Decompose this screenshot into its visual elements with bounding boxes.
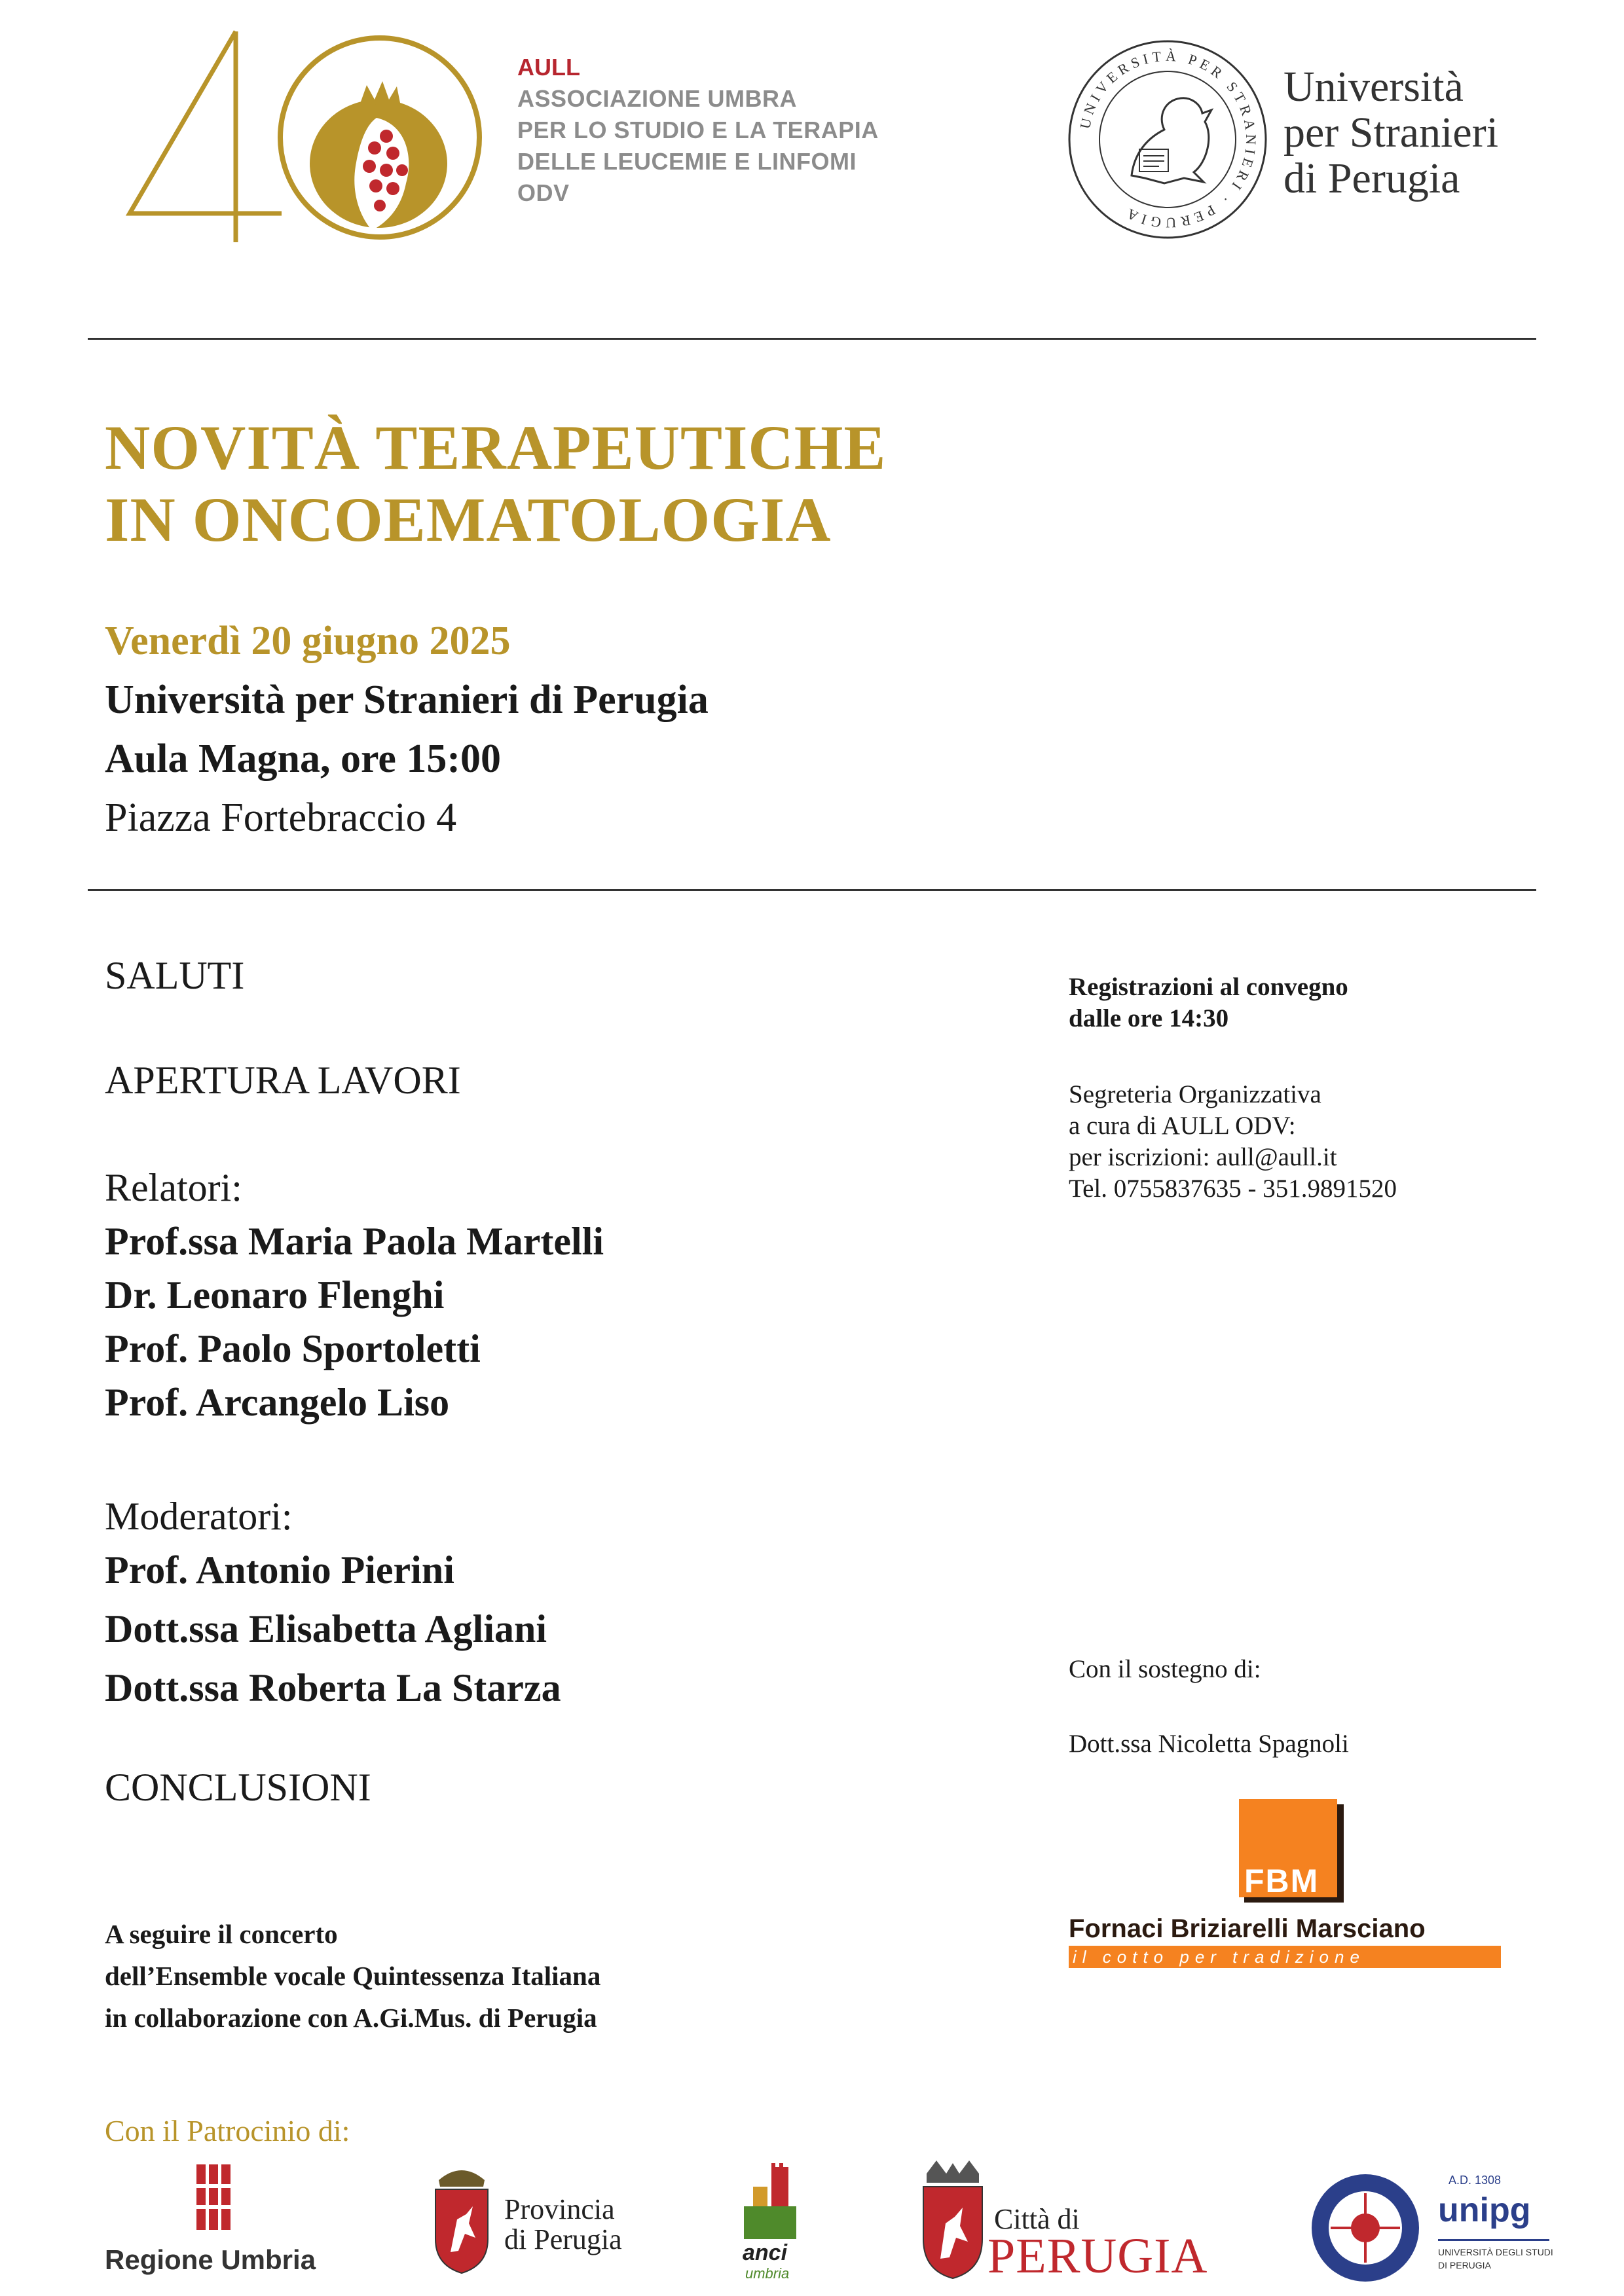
aull-line-1: ASSOCIAZIONE UMBRA bbox=[517, 85, 798, 112]
seal-text: UNIVERSITÀ PER STRANIERI · PERUGIA bbox=[1076, 47, 1260, 232]
griffin-seal-icon bbox=[1066, 38, 1269, 241]
anci-mark: anci bbox=[743, 2240, 788, 2265]
moderatore-item: Dott.ssa Roberta La Starza bbox=[105, 1666, 561, 1709]
university-name-line-2: per Stranieri bbox=[1283, 109, 1499, 156]
moderatore-item: Dott.ssa Elisabetta Agliani bbox=[105, 1607, 547, 1650]
patronage-label: Con il Patrocinio di: bbox=[105, 2114, 350, 2147]
event-date: Venerdì 20 giugno 2025 bbox=[105, 619, 511, 663]
event-title-line-2: IN ONCOEMATOLOGIA bbox=[105, 484, 832, 555]
unipg-year: A.D. 1308 bbox=[1449, 2174, 1502, 2187]
provincia-line-1: Provincia bbox=[504, 2193, 615, 2225]
regione-umbria-logo bbox=[105, 2164, 327, 2282]
provincia-perugia-logo bbox=[426, 2160, 661, 2278]
event-divider bbox=[88, 889, 1536, 891]
fbm-mark: FBM bbox=[1244, 1863, 1320, 1899]
aull-line-2: PER LO STUDIO E LA TERAPIA bbox=[517, 117, 879, 143]
ordine-seal-icon bbox=[1310, 2172, 1421, 2284]
svg-text:UNIVERSITÀ PER STRANIERI · PER bbox=[1077, 48, 1259, 232]
moderatore-item: Prof. Antonio Pierini bbox=[105, 1548, 454, 1592]
event-title-line-1: NOVITÀ TERAPEUTICHE bbox=[105, 412, 887, 483]
regione-umbria-name: Regione Umbria bbox=[105, 2244, 316, 2275]
relatore-item: Dr. Leonaro Flenghi bbox=[105, 1273, 445, 1317]
secretariat-phone[interactable]: Tel. 0755837635 - 351.9891520 bbox=[1069, 1175, 1397, 1203]
secretariat-line-1: Segreteria Organizzativa bbox=[1069, 1080, 1321, 1108]
concert-line-3: in collaborazione con A.Gi.Mus. di Perugia bbox=[105, 2003, 597, 2033]
relatore-item: Prof.ssa Maria Paola Martelli bbox=[105, 1220, 604, 1263]
unipg-sub-2: DI PERUGIA bbox=[1438, 2260, 1491, 2270]
supporter-name: Dott.ssa Nicoletta Spagnoli bbox=[1069, 1730, 1349, 1758]
citta-line-2: PERUGIA bbox=[987, 2229, 1208, 2284]
university-name-line-3: di Perugia bbox=[1283, 155, 1460, 202]
university-name-line-1: Università bbox=[1283, 63, 1464, 111]
fbm-logo bbox=[1069, 1799, 1501, 1972]
event-venue: Università per Stranieri di Perugia bbox=[105, 678, 709, 722]
anci-umbria-logo bbox=[740, 2160, 819, 2285]
anci-towers-icon bbox=[740, 2160, 805, 2246]
fbm-company-name: Fornaci Briziarelli Marsciano bbox=[1069, 1914, 1426, 1943]
aull-acronym: AULL bbox=[517, 54, 580, 81]
support-label: Con il sostegno di: bbox=[1069, 1655, 1261, 1683]
moderatori-label: Moderatori: bbox=[105, 1495, 293, 1538]
unipg-name: unipg bbox=[1438, 2191, 1531, 2229]
relatore-item: Prof. Arcangelo Liso bbox=[105, 1381, 450, 1424]
unipg-sub-1: UNIVERSITÀ DEGLI STUDI bbox=[1438, 2247, 1553, 2257]
regione-emblem-icon bbox=[196, 2164, 231, 2230]
unipg-logo bbox=[1438, 2174, 1556, 2285]
secretariat-line-2: a cura di AULL ODV: bbox=[1069, 1112, 1296, 1140]
event-hall-time: Aula Magna, ore 15:00 bbox=[105, 737, 502, 781]
event-address: Piazza Fortebraccio 4 bbox=[105, 795, 457, 840]
aull-40-emblem-icon bbox=[118, 20, 511, 255]
fbm-tagline: il cotto per tradizione bbox=[1069, 1946, 1501, 1968]
secretariat-email[interactable]: per iscrizioni: aull@aull.it bbox=[1069, 1143, 1337, 1171]
citta-perugia-logo bbox=[917, 2160, 1225, 2285]
registration-line-2: dalle ore 14:30 bbox=[1069, 1004, 1229, 1032]
ordine-medici-seal bbox=[1310, 2172, 1421, 2284]
registration-line-1: Registrazioni al convegno bbox=[1069, 973, 1348, 1001]
provincia-crest-icon bbox=[426, 2160, 498, 2276]
program-conclusioni: CONCLUSIONI bbox=[105, 1766, 371, 1809]
unipg-underline bbox=[1438, 2239, 1549, 2241]
concert-line-1: A seguire il concerto bbox=[105, 1919, 338, 1949]
header-divider bbox=[88, 338, 1536, 340]
program-apertura: APERTURA LAVORI bbox=[105, 1059, 461, 1102]
aull-line-4: ODV bbox=[517, 179, 570, 206]
relatori-label: Relatori: bbox=[105, 1166, 242, 1209]
program-saluti: SALUTI bbox=[105, 954, 245, 997]
aull-line-3: DELLE LEUCEMIE E LINFOMI bbox=[517, 148, 857, 175]
anci-region: umbria bbox=[745, 2265, 790, 2282]
relatore-item: Prof. Paolo Sportoletti bbox=[105, 1327, 481, 1370]
university-seal bbox=[1066, 38, 1269, 241]
concert-line-2: dell’Ensemble vocale Quintessenza Italiana bbox=[105, 1961, 601, 1991]
citta-line-1: Città di bbox=[994, 2203, 1080, 2235]
provincia-line-2: di Perugia bbox=[504, 2223, 622, 2256]
aull-logo bbox=[118, 20, 511, 255]
citta-crest-icon bbox=[917, 2160, 989, 2281]
